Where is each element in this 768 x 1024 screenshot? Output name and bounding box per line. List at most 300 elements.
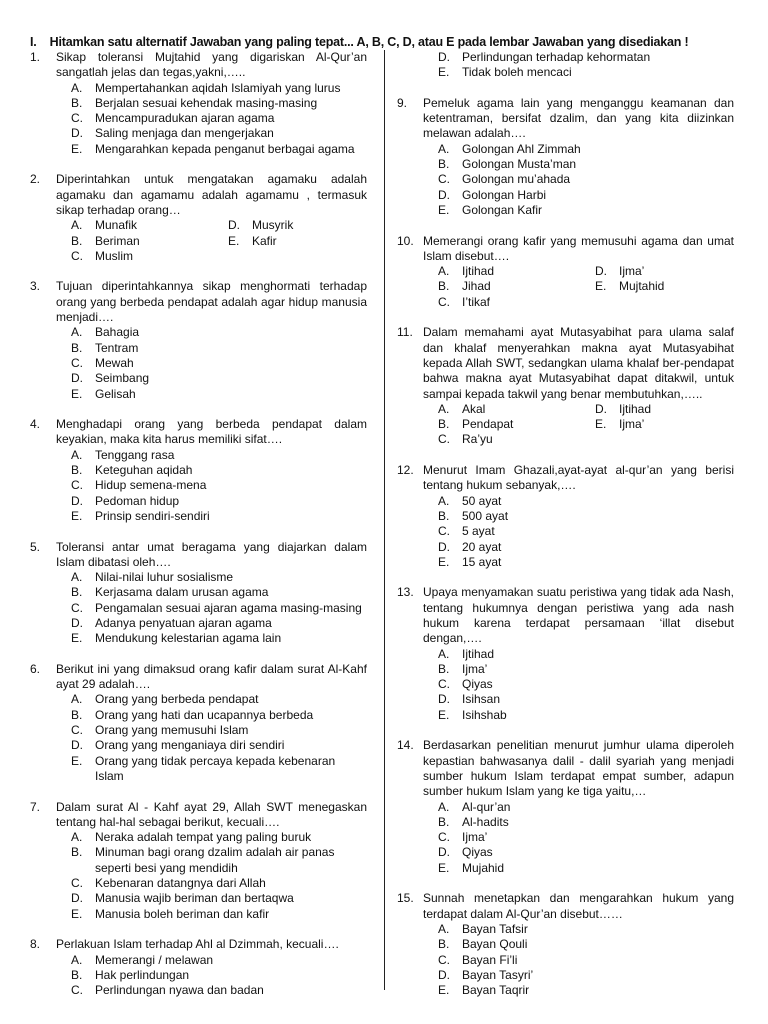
option-text: Pendapat (462, 417, 514, 432)
option-text: 15 ayat (462, 554, 502, 569)
question-text: Dalam surat Al - Kahf ayat 29, Allah SWT menegaskan tentang hal-hal sebagai berikut, kecuali…. (56, 799, 367, 829)
option-text: Qiyas (462, 677, 493, 692)
option-letter: E. (438, 65, 450, 80)
option-letter: A. (71, 80, 83, 95)
option-letter: C. (71, 983, 83, 998)
option-text: Orang yang hati dan ucapannya berbeda (95, 707, 314, 722)
option-letter: A. (438, 646, 450, 661)
option-letter: A. (71, 325, 83, 340)
answer-option (71, 692, 367, 707)
option-text: Bayan Fi’li (462, 952, 518, 967)
option-text: Bahagia (95, 325, 140, 340)
option-letter: B. (438, 157, 450, 172)
option-letter: E. (71, 141, 83, 156)
question-number: 1. (30, 50, 41, 64)
option-list (438, 647, 734, 723)
option-list (71, 448, 367, 524)
question-stem (397, 96, 734, 142)
option-list (71, 692, 367, 784)
answer-option (438, 800, 734, 815)
option-text: Ijtihad (462, 646, 495, 661)
option-text: Al-qur’an (462, 799, 511, 814)
answer-option (438, 50, 734, 65)
option-text: Hak perlindungan (95, 967, 190, 982)
answer-option (71, 509, 367, 524)
option-letter: B. (438, 417, 450, 432)
instruction-header (30, 35, 740, 50)
answer-option (71, 845, 367, 876)
answer-option (438, 662, 734, 677)
option-text: Prinsip sendiri-sendiri (95, 508, 210, 523)
answer-option (438, 203, 734, 218)
option-letter: C. (438, 524, 450, 539)
option-text: Nilai-nilai luhur sosialisme (95, 570, 234, 585)
spacer (30, 157, 367, 172)
option-list (71, 953, 367, 999)
option-text: Orang yang menganiaya diri sendiri (95, 738, 285, 753)
option-text: Mewah (95, 355, 134, 370)
option-text: Berjalan sesuai kehendak masing-masing (95, 95, 318, 110)
answer-option (71, 907, 367, 922)
answer-option (438, 647, 734, 662)
option-letter: C. (438, 677, 450, 692)
answer-option (595, 402, 734, 417)
option-text: Musyrik (252, 218, 294, 233)
answer-option (228, 234, 367, 249)
option-text: Memerangi / melawan (95, 952, 214, 967)
option-list (438, 800, 734, 876)
answer-option (71, 463, 367, 478)
question-number: 15. (397, 891, 414, 906)
option-letter: B. (438, 814, 450, 829)
question-stem (30, 50, 367, 81)
question-text: Tujuan diperintahkannya sikap menghormati terhadap orang yang berbeda pendapat adalah agar hidup manusia menjadi…. (56, 279, 367, 325)
question-stem (30, 417, 367, 448)
option-letter: A. (438, 921, 450, 936)
column-divider (384, 50, 385, 990)
option-letter: C. (71, 723, 83, 738)
question-text: Perlakuan Islam terhadap Ahl al Dzimmah, kecuali…. (56, 937, 339, 952)
answer-option (228, 218, 367, 233)
question-stem (397, 325, 734, 401)
answer-option (438, 157, 734, 172)
answer-option (71, 631, 367, 646)
answer-option (438, 417, 595, 432)
option-letter: B. (71, 233, 83, 248)
option-text: Golongan Musta’man (462, 157, 577, 172)
option-letter: A. (71, 218, 83, 233)
question-text: Diperintahkan untuk mengatakan agamaku adalah agamaku dan agamamu adalah agamamu , termasuk sikap terhadap orang… (56, 172, 367, 217)
option-letter: D. (71, 371, 83, 386)
question-text: Dalam memahami ayat Mutasyabihat para ulama salaf dan khalaf menyerahkan makna ayat Mutasyabihat kepada Allah SWT, sedangkan ulama khalaf ber-pendapat bahwa makna ayat Mutasyabihat dapat ditakwil, untuk sampai kepada takwil yang benar membutuhkan,….. (423, 325, 734, 401)
option-list (438, 922, 734, 998)
option-letter: C. (71, 355, 83, 370)
question-number: 8. (30, 937, 41, 952)
option-letter: A. (438, 493, 450, 508)
question-text: Memerangi orang kafir yang memusuhi agama dan umat Islam disebut…. (423, 233, 734, 263)
option-list (71, 570, 367, 646)
question-item (397, 96, 734, 218)
answer-option (438, 677, 734, 692)
instruction-numeral: I. (30, 35, 37, 49)
answer-option (71, 616, 367, 631)
answer-option (438, 264, 595, 279)
option-text: Pengamalan sesuai ajaran agama masing-masing (95, 600, 362, 615)
option-letter: C. (438, 952, 450, 967)
option-text: Gelisah (95, 386, 136, 401)
option-letter: B. (438, 937, 450, 952)
answer-option (71, 142, 367, 157)
option-text: Golongan Harbi (462, 187, 547, 202)
option-text: Ijma’ (619, 417, 645, 432)
option-letter: D. (595, 401, 607, 416)
option-letter: E. (71, 906, 83, 921)
question-stem (397, 234, 734, 265)
answer-option (595, 279, 734, 294)
option-text: Orang yang tidak percaya kepada kebenaran Islam (95, 753, 336, 783)
answer-option (71, 570, 367, 585)
question-text: Upaya menyamakan suatu peristiwa yang tidak ada Nash, tentang hukumnya dengan peristiwa yang ada nash hukum karena terdapat persamaan ‘illat disebut dengan,…. (423, 585, 734, 646)
answer-option (438, 65, 734, 80)
option-letter: E. (438, 860, 450, 875)
option-text: Isihshab (462, 707, 507, 722)
answer-option (438, 983, 734, 998)
option-text: Akal (462, 401, 486, 416)
answer-option (71, 234, 228, 249)
spacer (397, 570, 734, 585)
question-number: 2. (30, 172, 41, 187)
spacer (397, 218, 734, 233)
option-letter: D. (71, 126, 83, 141)
answer-option (438, 937, 734, 952)
question-item (30, 937, 367, 998)
option-text: Manusia wajib beriman dan bertaqwa (95, 891, 294, 906)
option-letter: B. (71, 967, 83, 982)
spacer (30, 922, 367, 937)
option-grid (438, 402, 734, 448)
answer-option (71, 341, 367, 356)
question-number: 12. (397, 463, 414, 478)
option-text: Mengarahkan kepada penganut berbagai agama (95, 141, 355, 156)
answer-option (71, 81, 367, 96)
option-letter: E. (71, 753, 83, 768)
option-list (438, 494, 734, 570)
option-letter: C. (71, 600, 83, 615)
option-text: 20 ayat (462, 539, 502, 554)
option-text: 50 ayat (462, 493, 502, 508)
option-text: Ijtihad (462, 264, 495, 279)
option-letter: D. (71, 493, 83, 508)
answer-option (71, 968, 367, 983)
question-item (397, 50, 734, 81)
question-stem (30, 279, 367, 325)
spacer (397, 723, 734, 738)
question-item (30, 279, 367, 401)
option-text: Munafik (95, 218, 138, 233)
answer-option (71, 96, 367, 111)
option-letter: C. (71, 111, 83, 126)
option-list (438, 50, 734, 81)
answer-option (438, 524, 734, 539)
spacer (30, 402, 367, 417)
answer-option (71, 983, 367, 998)
answer-option (438, 432, 595, 447)
answer-option (438, 188, 734, 203)
option-text: Ra’yu (462, 432, 493, 447)
question-number: 10. (397, 233, 414, 248)
option-text: Keteguhan aqidah (95, 463, 193, 478)
answer-option (71, 830, 367, 845)
option-list (71, 81, 367, 157)
option-text: Qiyas (462, 845, 493, 860)
option-text: 500 ayat (462, 508, 509, 523)
option-letter: B. (71, 340, 83, 355)
option-text: Isihsan (462, 692, 501, 707)
option-letter: D. (595, 264, 607, 279)
question-item (397, 585, 734, 723)
answer-option (438, 555, 734, 570)
question-item (397, 463, 734, 570)
option-text: Orang yang memusuhi Islam (95, 723, 249, 738)
answer-option (71, 601, 367, 616)
option-letter: A. (438, 401, 450, 416)
question-item (30, 172, 367, 264)
answer-option (71, 478, 367, 493)
answer-option (438, 861, 734, 876)
answer-option (595, 417, 734, 432)
option-text: Orang yang berbeda pendapat (95, 692, 259, 707)
option-letter: D. (228, 218, 240, 233)
answer-option (438, 540, 734, 555)
question-item (397, 234, 734, 310)
option-text: Ijtihad (619, 401, 652, 416)
option-text: Tenggang rasa (95, 447, 175, 462)
option-text: Ijma’ (462, 830, 488, 845)
option-letter: A. (71, 570, 83, 585)
spacer (30, 264, 367, 279)
answer-option (595, 264, 734, 279)
answer-option (438, 279, 595, 294)
option-list (71, 325, 367, 401)
question-number: 5. (30, 539, 41, 554)
option-letter: E. (595, 417, 607, 432)
option-letter: A. (438, 141, 450, 156)
option-text: Bayan Qouli (462, 937, 528, 952)
question-text: Berikut ini yang dimaksud orang kafir dalam surat Al-Kahf ayat 29 adalah…. (56, 661, 367, 692)
answer-option (71, 738, 367, 753)
option-text: Golongan mu’ahada (462, 172, 571, 187)
question-number: 13. (397, 585, 414, 600)
spacer (397, 81, 734, 96)
option-text: Hidup semena-mena (95, 478, 207, 493)
answer-option (438, 692, 734, 707)
option-letter: B. (438, 661, 450, 676)
option-text: Bayan Tafsir (462, 921, 528, 936)
option-text: Bayan Tasyri’ (462, 967, 534, 982)
question-stem (397, 738, 734, 799)
answer-option (71, 387, 367, 402)
option-grid (438, 264, 734, 310)
question-item (30, 662, 367, 784)
question-stem (30, 540, 367, 571)
answer-option (438, 494, 734, 509)
option-letter: D. (71, 891, 83, 906)
option-text: 5 ayat (462, 524, 495, 539)
spacer (397, 448, 734, 463)
option-list (438, 142, 734, 218)
answer-option (71, 754, 367, 785)
option-letter: C. (71, 248, 83, 263)
option-letter: B. (71, 463, 83, 478)
question-stem (397, 463, 734, 494)
option-letter: D. (438, 50, 450, 64)
answer-option (438, 142, 734, 157)
question-text: Menurut Imam Ghazali,ayat-ayat al-qur’an yang berisi tentang hukum sebanyak,…. (423, 463, 734, 493)
option-grid (71, 218, 367, 264)
option-letter: E. (228, 233, 240, 248)
answer-option (71, 585, 367, 600)
answer-option (71, 325, 367, 340)
question-item (397, 325, 734, 447)
question-text: Berdasarkan penelitian menurut jumhur ulama diperoleh kepastian bahwasanya dalil - dalil syariah yang menjadi sumber hukum Islam terdapat empat sumber, adapun sumber hukum Islam yang ke tiga yaitu,… (423, 738, 734, 799)
option-text: Adanya penyatuan ajaran agama (95, 615, 272, 630)
option-text: Mempertahankan aqidah Islamiyah yang lurus (95, 80, 341, 95)
option-text: Al-hadits (462, 814, 509, 829)
question-text: Menghadapi orang yang berbeda pendapat dalam keyakian, maka kita harus memiliki sifat…. (56, 417, 367, 447)
option-letter: A. (71, 952, 83, 967)
option-letter: B. (71, 845, 83, 860)
question-item (30, 417, 367, 524)
spacer (397, 876, 734, 891)
answer-option (71, 891, 367, 906)
option-letter: D. (71, 615, 83, 630)
answer-option (438, 295, 595, 310)
answer-option (438, 830, 734, 845)
option-letter: E. (71, 631, 83, 646)
answer-option (71, 876, 367, 891)
option-text: Beriman (95, 233, 140, 248)
option-letter: E. (71, 386, 83, 401)
option-letter: E. (438, 983, 450, 998)
option-text: Golongan Kafir (462, 202, 543, 217)
option-letter: E. (71, 508, 83, 523)
question-item (397, 738, 734, 876)
question-number: 9. (397, 95, 408, 110)
option-letter: D. (438, 539, 450, 554)
left-column (30, 50, 367, 998)
question-text: Toleransi antar umat beragama yang diajarkan dalam Islam dibatasi oleh…. (56, 539, 367, 569)
option-text: Mencampuradukan ajaran agama (95, 111, 275, 126)
option-text: Tidak boleh mencaci (462, 65, 572, 80)
option-letter: C. (71, 876, 83, 891)
question-text: Pemeluk agama lain yang menganggu keamanan dan ketentraman, bersifat dzalim, dan yang kita diizinkan melawan adalah…. (423, 95, 734, 141)
spacer (30, 647, 367, 662)
option-text: I’tikaf (462, 294, 491, 309)
option-letter: E. (438, 202, 450, 217)
question-stem (30, 800, 367, 831)
question-number: 11. (397, 325, 413, 340)
option-text: Seimbang (95, 371, 150, 386)
answer-option (71, 111, 367, 126)
instruction-text: Hitamkan satu alternatif Jawaban yang paling tepat... A, B, C, D, atau E pada lembar Jawaban yang disediakan ! (49, 35, 689, 49)
option-letter: D. (438, 692, 450, 707)
option-text: Kafir (252, 233, 277, 248)
option-letter: A. (438, 799, 450, 814)
option-letter: B. (71, 707, 83, 722)
answer-option (438, 509, 734, 524)
option-text: Neraka adalah tempat yang paling buruk (95, 830, 312, 845)
answer-option (438, 815, 734, 830)
question-number: 14. (397, 738, 414, 753)
option-text: Manusia boleh beriman dan kafir (95, 906, 270, 921)
option-text: Saling menjaga dan mengerjakan (95, 126, 274, 141)
option-text: Golongan Ahl Zimmah (462, 141, 581, 156)
option-letter: C. (438, 172, 450, 187)
right-column (397, 50, 734, 998)
option-letter: C. (438, 830, 450, 845)
answer-option (438, 922, 734, 937)
option-text: Mujtahid (619, 279, 665, 294)
option-text: Muslim (95, 248, 133, 263)
question-text: Sunnah menetapkan dan mengarahkan hukum yang terdapat dalam Al-Qur’an disebut…… (423, 891, 734, 921)
spacer (30, 524, 367, 539)
option-letter: E. (438, 554, 450, 569)
question-number: 7. (30, 799, 41, 814)
option-letter: E. (595, 279, 607, 294)
option-letter: A. (71, 447, 83, 462)
question-number: 3. (30, 279, 41, 294)
option-letter: D. (438, 187, 450, 202)
option-text: Mujahid (462, 860, 505, 875)
answer-option (71, 218, 228, 233)
option-letter: A. (438, 264, 450, 279)
answer-option (438, 968, 734, 983)
question-stem (397, 891, 734, 922)
answer-option (438, 172, 734, 187)
question-number: 6. (30, 661, 41, 676)
option-letter: B. (438, 508, 450, 523)
option-text: Ijma’ (462, 661, 488, 676)
option-letter: C. (71, 478, 83, 493)
option-letter: B. (71, 585, 83, 600)
question-stem (397, 585, 734, 646)
option-letter: D. (71, 738, 83, 753)
option-text: Tentram (95, 340, 139, 355)
answer-option (438, 953, 734, 968)
option-text: Perlindungan terhadap kehormatan (462, 50, 651, 64)
option-letter: C. (438, 294, 450, 309)
answer-option (438, 845, 734, 860)
option-letter: D. (438, 967, 450, 982)
option-letter: B. (438, 279, 450, 294)
answer-option (71, 371, 367, 386)
option-text: Ijma’ (619, 264, 645, 279)
answer-option (71, 494, 367, 509)
question-text: Sikap toleransi Mujtahid yang digariskan Al-Qur’an sangatlah jelas dan tegas,yakni,….. (56, 50, 367, 80)
option-text: Kerjasama dalam urusan agama (95, 585, 269, 600)
answer-option (71, 448, 367, 463)
answer-option (71, 708, 367, 723)
answer-option (71, 356, 367, 371)
option-letter: C. (438, 432, 450, 447)
option-letter: A. (71, 830, 83, 845)
option-letter: B. (71, 95, 83, 110)
option-letter: E. (438, 707, 450, 722)
answer-option (71, 126, 367, 141)
question-number: 4. (30, 417, 41, 432)
question-item (30, 800, 367, 922)
option-letter: D. (438, 845, 450, 860)
